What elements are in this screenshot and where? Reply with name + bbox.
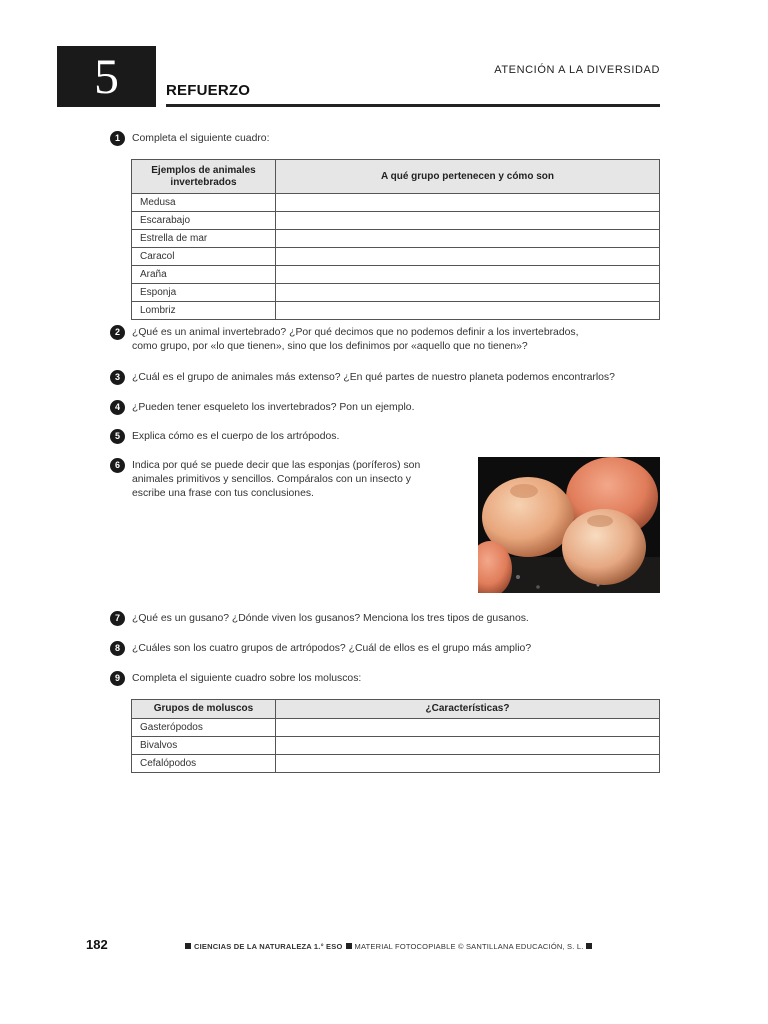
table-row [132,737,660,755]
table-cell: Bivalvos [132,737,276,755]
footer-notice: MATERIAL FOTOCOPIABLE © SANTILLANA EDUCACIÓN, S. L. [354,942,584,951]
answer-cell[interactable] [276,212,660,230]
question-text: ¿Qué es un gusano? ¿Dónde viven los gusanos? Menciona los tres tipos de gusanos. [132,613,529,624]
question-number-badge: 2 [110,325,125,340]
table-row [132,248,660,266]
answer-cell[interactable] [276,266,660,284]
question-number-badge: 8 [110,641,125,656]
unit-number-box [57,46,156,107]
question-text: ¿Cuál es el grupo de animales más extenso? ¿En qué partes de nuestro planeta podemos encontrarlos? [132,372,615,383]
table-cell: Gasterópodos [132,719,276,737]
square-bullet-icon [346,943,352,949]
answer-cell[interactable] [276,737,660,755]
molluscs-table [131,699,660,773]
table-cell: Escarabajo [132,212,276,230]
title-divider [166,104,660,107]
table-row [132,755,660,773]
footer-book-title: CIENCIAS DE LA NATURALEZA 1.° ESO [194,942,343,951]
question-number-badge: 1 [110,131,125,146]
column-header: Ejemplos de animales invertebrados [132,160,276,194]
page-number: 182 [86,937,108,952]
answer-cell[interactable] [276,194,660,212]
answer-cell[interactable] [276,230,660,248]
table-cell: Esponja [132,284,276,302]
question-number-badge: 5 [110,429,125,444]
question-text: ¿Pueden tener esqueleto los invertebrados? Pon un ejemplo. [132,402,415,413]
question-text: Completa el siguiente cuadro: [132,133,270,144]
question-number-badge: 9 [110,671,125,686]
sponges-photo [478,457,660,593]
table-row [132,212,660,230]
section-label: ATENCIÓN A LA DIVERSIDAD [494,64,660,76]
table-cell: Estrella de mar [132,230,276,248]
square-bullet-icon [586,943,592,949]
answer-cell[interactable] [276,719,660,737]
table-row [132,230,660,248]
table-row [132,266,660,284]
page-title: REFUERZO [166,82,251,99]
table-cell: Medusa [132,194,276,212]
question-text: ¿Cuáles son los cuatro grupos de artrópodos? ¿Cuál de ellos es el grupo más amplio? [132,643,532,654]
table-header-row [132,700,660,719]
table-row [132,302,660,320]
footer [182,942,595,951]
question-number-badge: 7 [110,611,125,626]
answer-cell[interactable] [276,248,660,266]
column-header: A qué grupo pertenecen y cómo son [276,160,660,194]
answer-cell[interactable] [276,284,660,302]
question-number-badge: 4 [110,400,125,415]
table-row [132,194,660,212]
table-row [132,284,660,302]
table-cell: Cefalópodos [132,755,276,773]
table-header-row [132,160,660,194]
unit-number: 5 [94,48,119,104]
question-number-badge: 6 [110,458,125,473]
column-header: Grupos de moluscos [132,700,276,719]
question-text: Explica cómo es el cuerpo de los artrópodos. [132,431,340,442]
answer-cell[interactable] [276,302,660,320]
square-bullet-icon [185,943,191,949]
question-text: Indica por qué se puede decir que las esponjas (poríferos) son animales primitivos y sencillos. Compáralos con un insecto y escribe una frase con tus conclusiones. [132,460,421,499]
question-text: ¿Qué es un animal invertebrado? ¿Por qué decimos que no podemos definir a los invertebrados, como grupo, por «lo que tienen», sino que los definimos por «aquello que no tienen»? [132,327,579,352]
question-text: Completa el siguiente cuadro sobre los moluscos: [132,673,362,684]
answer-cell[interactable] [276,755,660,773]
table-row [132,719,660,737]
question-number-badge: 3 [110,370,125,385]
table-cell: Araña [132,266,276,284]
table-cell: Lombriz [132,302,276,320]
invertebrates-table [131,159,660,320]
table-cell: Caracol [132,248,276,266]
column-header: ¿Características? [276,700,660,719]
